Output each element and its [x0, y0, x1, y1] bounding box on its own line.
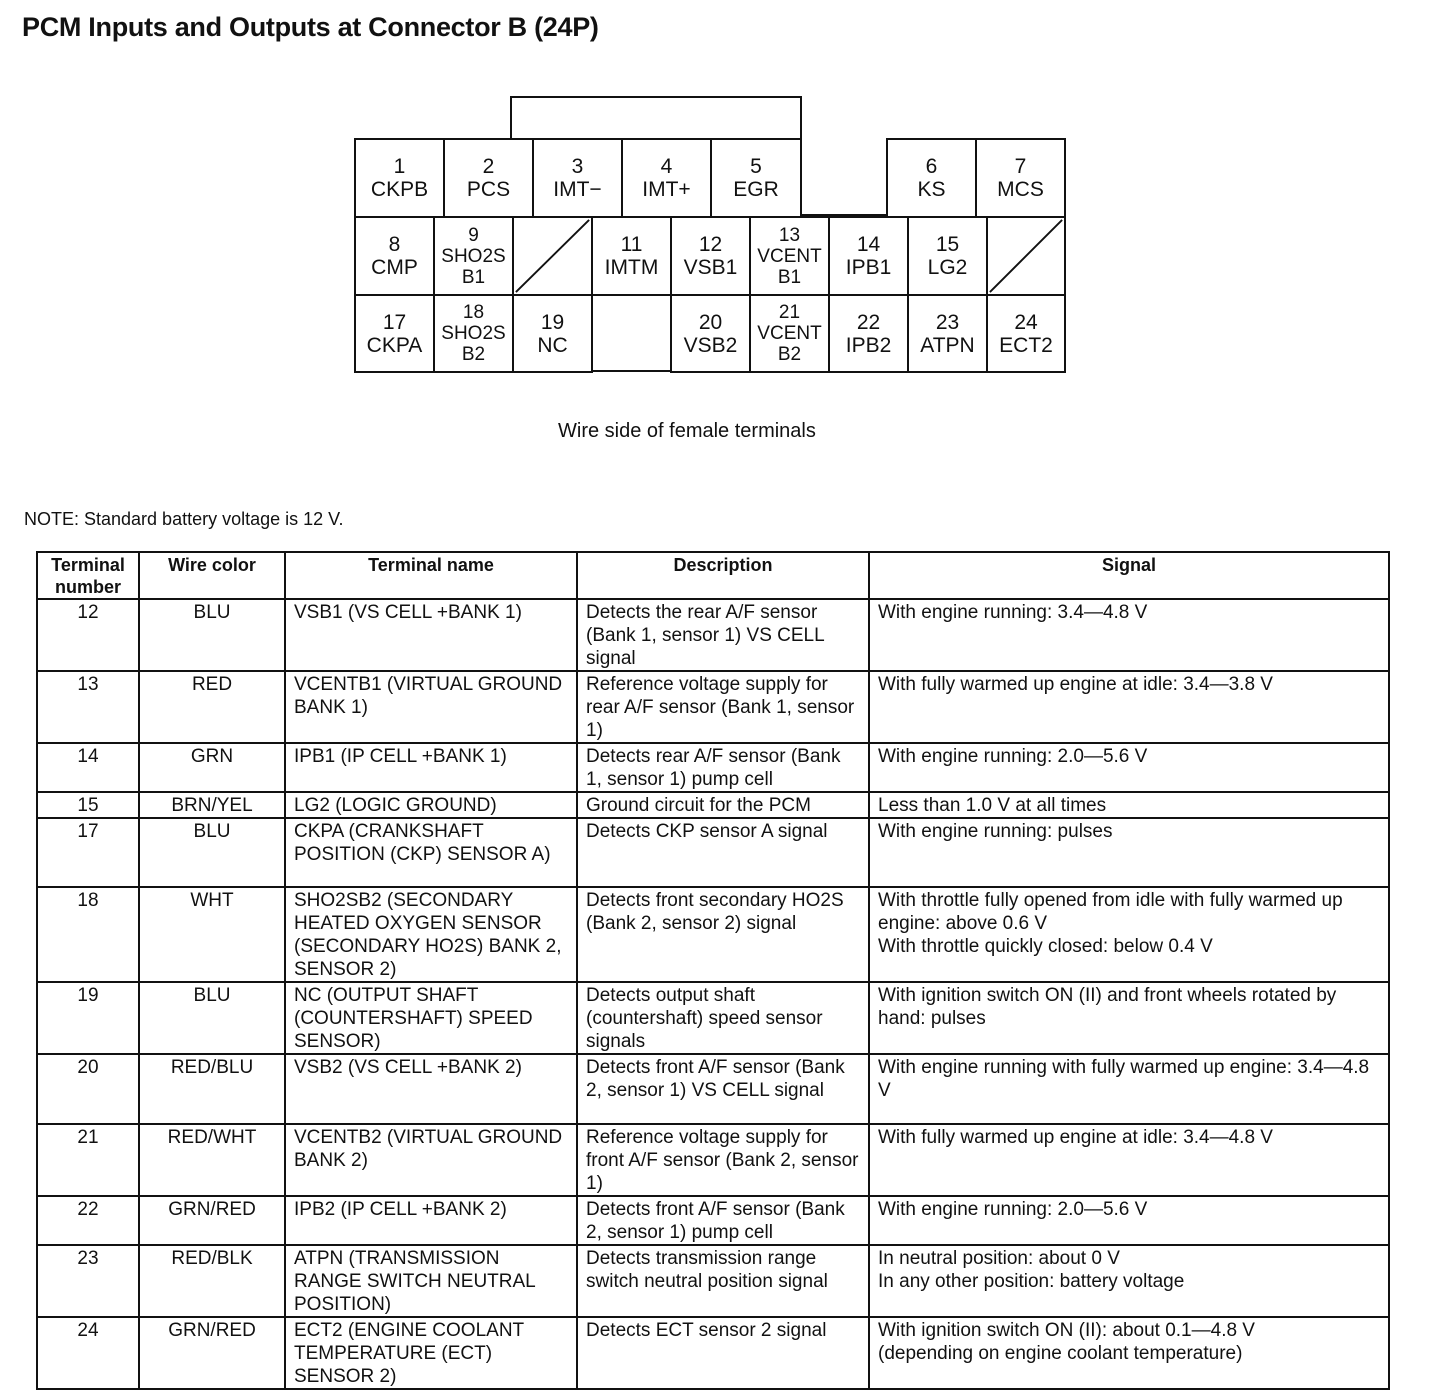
terminal-label: IPB2: [845, 333, 892, 357]
terminal-number: 17: [382, 310, 407, 334]
table-row: [37, 792, 1389, 818]
terminal-label: IMT+: [642, 178, 691, 201]
cell-wire-color: BLU: [139, 982, 285, 1054]
terminal-number: 5: [750, 155, 762, 178]
terminal-8: [354, 216, 435, 296]
terminal-1: [354, 138, 445, 218]
table-row: [37, 1245, 1389, 1317]
table-row: [37, 743, 1389, 792]
terminal-number: 3: [571, 155, 584, 178]
cell-wire-color: BRN/YEL: [139, 792, 285, 818]
terminal-label: CMP: [371, 256, 418, 279]
cell-signal: With fully warmed up engine at idle: 3.4—3.8 V: [869, 671, 1389, 743]
cell-terminal-name: LG2 (LOGIC GROUND): [285, 792, 577, 818]
cell-description: Ground circuit for the PCM: [577, 792, 869, 818]
terminal-label: LG2: [927, 256, 968, 279]
terminal-label: IMTM: [604, 256, 659, 279]
cell-terminal-name: VSB2 (VS CELL +BANK 2): [285, 1054, 577, 1124]
terminal-number: 15: [935, 233, 960, 256]
table-row: [37, 818, 1389, 887]
terminal-label: CKPB: [370, 178, 429, 201]
terminal-number: 6: [925, 155, 938, 178]
cell-wire-color: WHT: [139, 887, 285, 982]
cell-description: Detects front A/F sensor (Bank 2, sensor 1) pump cell: [577, 1196, 869, 1245]
terminal-label: VCENT B2: [757, 323, 822, 365]
terminal-9: [433, 216, 514, 296]
connector-latch-left: [510, 96, 512, 140]
table-row: [37, 1054, 1389, 1124]
terminal-24: [986, 294, 1066, 373]
cell-description: Reference voltage supply for front A/F sensor (Bank 2, sensor 1): [577, 1124, 869, 1196]
terminal-19: [512, 294, 593, 373]
cell-signal: With engine running with fully warmed up engine: 3.4—4.8 V: [869, 1054, 1389, 1124]
header-description: Description: [577, 552, 869, 599]
terminal-22: [828, 294, 909, 373]
blank-slash-icon: [988, 218, 1064, 294]
cell-terminal-number: 18: [37, 887, 139, 982]
terminal-number: 14: [856, 233, 881, 256]
cell-signal: With ignition switch ON (II): about 0.1—4.8 V (depending on engine coolant temperature): [869, 1317, 1389, 1389]
cell-terminal-name: NC (OUTPUT SHAFT (COUNTERSHAFT) SPEED SENSOR): [285, 982, 577, 1054]
terminal-label: MCS: [997, 178, 1044, 201]
page-title: PCM Inputs and Outputs at Connector B (24P): [22, 12, 599, 42]
cell-terminal-number: 19: [37, 982, 139, 1054]
terminal-5: [710, 138, 802, 218]
cell-terminal-number: 24: [37, 1317, 139, 1389]
terminal-label: IPB1: [845, 256, 892, 279]
cell-signal: With fully warmed up engine at idle: 3.4—4.8 V: [869, 1124, 1389, 1196]
cell-description: Detects the rear A/F sensor (Bank 1, sensor 1) VS CELL signal: [577, 599, 869, 671]
header-terminal-name: Terminal name: [285, 552, 577, 599]
cell-terminal-name: VCENTB2 (VIRTUAL GROUND BANK 2): [285, 1124, 577, 1196]
terminal-number: 4: [660, 155, 673, 178]
terminal-label: IMT−: [553, 178, 602, 201]
blank-slash-icon: [514, 218, 591, 294]
terminal-number: 11: [620, 233, 643, 256]
terminal-number: 22: [856, 310, 881, 334]
cell-wire-color: GRN/RED: [139, 1317, 285, 1389]
cell-terminal-name: ATPN (TRANSMISSION RANGE SWITCH NEUTRAL POSITION): [285, 1245, 577, 1317]
cell-wire-color: BLU: [139, 599, 285, 671]
table-header-row: [37, 552, 1389, 599]
terminal-12: [670, 216, 751, 296]
cell-wire-color: BLU: [139, 818, 285, 887]
terminal-18: [433, 294, 514, 373]
cell-terminal-name: IPB2 (IP CELL +BANK 2): [285, 1196, 577, 1245]
terminal-number: 8: [388, 233, 401, 256]
cell-terminal-number: 13: [37, 671, 139, 743]
cell-wire-color: GRN/RED: [139, 1196, 285, 1245]
header-signal: Signal: [869, 552, 1389, 599]
cell-description: Detects output shaft (countershaft) speed sensor signals: [577, 982, 869, 1054]
cell-terminal-name: ECT2 (ENGINE COOLANT TEMPERATURE (ECT) SENSOR 2): [285, 1317, 577, 1389]
cell-signal: With engine running: 3.4—4.8 V: [869, 599, 1389, 671]
cell-terminal-name: CKPA (CRANKSHAFT POSITION (CKP) SENSOR A): [285, 818, 577, 887]
cell-wire-color: RED/BLK: [139, 1245, 285, 1317]
cell-terminal-name: VSB1 (VS CELL +BANK 1): [285, 599, 577, 671]
terminal-number: 21: [778, 302, 801, 323]
terminal-17: [354, 294, 435, 373]
terminal-label: EGR: [733, 178, 779, 201]
terminal-table: [36, 551, 1390, 1390]
cell-description: Reference voltage supply for rear A/F sensor (Bank 1, sensor 1): [577, 671, 869, 743]
terminal-label: KS: [917, 178, 946, 201]
connector-latch-right: [800, 96, 802, 140]
cell-terminal-number: 20: [37, 1054, 139, 1124]
terminal-label: ECT2: [999, 333, 1053, 357]
terminal-label: NC: [537, 333, 568, 357]
cell-wire-color: RED/WHT: [139, 1124, 285, 1196]
cell-description: Detects CKP sensor A signal: [577, 818, 869, 887]
cell-terminal-number: 22: [37, 1196, 139, 1245]
terminal-20: [670, 294, 751, 373]
terminal-3: [532, 138, 623, 218]
cell-wire-color: RED/BLU: [139, 1054, 285, 1124]
terminal-label: SHO2S B1: [441, 245, 506, 288]
cell-terminal-name: VCENTB1 (VIRTUAL GROUND BANK 1): [285, 671, 577, 743]
table-row: [37, 671, 1389, 743]
terminal-6: [886, 138, 977, 218]
cell-terminal-number: 21: [37, 1124, 139, 1196]
table-row: [37, 982, 1389, 1054]
cell-description: Detects front A/F sensor (Bank 2, sensor 1) VS CELL signal: [577, 1054, 869, 1124]
cell-signal: With engine running: 2.0—5.6 V: [869, 1196, 1389, 1245]
cell-description: Detects transmission range switch neutral position signal: [577, 1245, 869, 1317]
terminal-16-blank: [986, 216, 1066, 296]
terminal-label: SHO2S B2: [441, 323, 506, 365]
cell-description: Detects ECT sensor 2 signal: [577, 1317, 869, 1389]
cell-terminal-name: SHO2SB2 (SECONDARY HEATED OXYGEN SENSOR (SECONDARY HO2S) BANK 2, SENSOR 2): [285, 887, 577, 982]
cell-signal: With throttle fully opened from idle with fully warmed up engine: above 0.6 V With throttle quickly closed: below 0.4 V: [869, 887, 1389, 982]
terminal-15: [907, 216, 988, 296]
terminal-label: VSB1: [683, 256, 738, 279]
cell-terminal-number: 15: [37, 792, 139, 818]
terminal-7: [975, 138, 1066, 218]
terminal-11: [591, 216, 672, 296]
terminal-number: 7: [1014, 155, 1027, 178]
cell-signal: In neutral position: about 0 V In any other position: battery voltage: [869, 1245, 1389, 1317]
header-terminal-number: Terminal number: [37, 552, 139, 599]
table-row: [37, 599, 1389, 671]
table-row: [37, 1196, 1389, 1245]
cell-terminal-name: IPB1 (IP CELL +BANK 1): [285, 743, 577, 792]
cell-signal: Less than 1.0 V at all times: [869, 792, 1389, 818]
table-row: [37, 887, 1389, 982]
header-wire-color: Wire color: [139, 552, 285, 599]
cell-description: Detects rear A/F sensor (Bank 1, sensor 1) pump cell: [577, 743, 869, 792]
cell-terminal-number: 17: [37, 818, 139, 887]
terminal-label: PCS: [466, 178, 511, 201]
terminal-label: VSB2: [683, 333, 738, 357]
terminal-14: [828, 216, 909, 296]
terminal-number: 9: [468, 224, 479, 246]
terminal-label: VCENT B1: [757, 245, 822, 288]
terminal-number: 12: [698, 233, 723, 256]
table-row: [37, 1317, 1389, 1389]
terminal-21: [749, 294, 830, 373]
cell-signal: With engine running: pulses: [869, 818, 1389, 887]
cell-terminal-number: 14: [37, 743, 139, 792]
terminal-number: 2: [482, 155, 495, 178]
terminal-number: 18: [462, 302, 485, 323]
terminal-13: [749, 216, 830, 296]
cell-signal: With ignition switch ON (II) and front wheels rotated by hand: pulses: [869, 982, 1389, 1054]
terminal-4: [621, 138, 712, 218]
connector-caption: Wire side of female terminals: [558, 420, 816, 442]
cell-terminal-number: 12: [37, 599, 139, 671]
connector-latch-top: [510, 96, 802, 98]
terminal-number: 1: [393, 155, 406, 178]
connector-gap-bottom: [592, 370, 672, 372]
table-row: [37, 1124, 1389, 1196]
terminal-10-blank: [512, 216, 593, 296]
terminal-number: 20: [698, 310, 723, 334]
cell-wire-color: RED: [139, 671, 285, 743]
cell-terminal-number: 23: [37, 1245, 139, 1317]
cell-description: Detects front secondary HO2S (Bank 2, sensor 2) signal: [577, 887, 869, 982]
terminal-number: 13: [778, 224, 801, 246]
terminal-number: 23: [935, 310, 960, 334]
battery-note: NOTE: Standard battery voltage is 12 V.: [24, 509, 344, 529]
terminal-2: [443, 138, 534, 218]
cell-signal: With engine running: 2.0—5.6 V: [869, 743, 1389, 792]
terminal-label: ATPN: [920, 333, 975, 357]
terminal-23: [907, 294, 988, 373]
terminal-label: CKPA: [366, 333, 423, 357]
terminal-number: 24: [1014, 310, 1038, 334]
cell-wire-color: GRN: [139, 743, 285, 792]
terminal-number: 19: [540, 310, 565, 334]
